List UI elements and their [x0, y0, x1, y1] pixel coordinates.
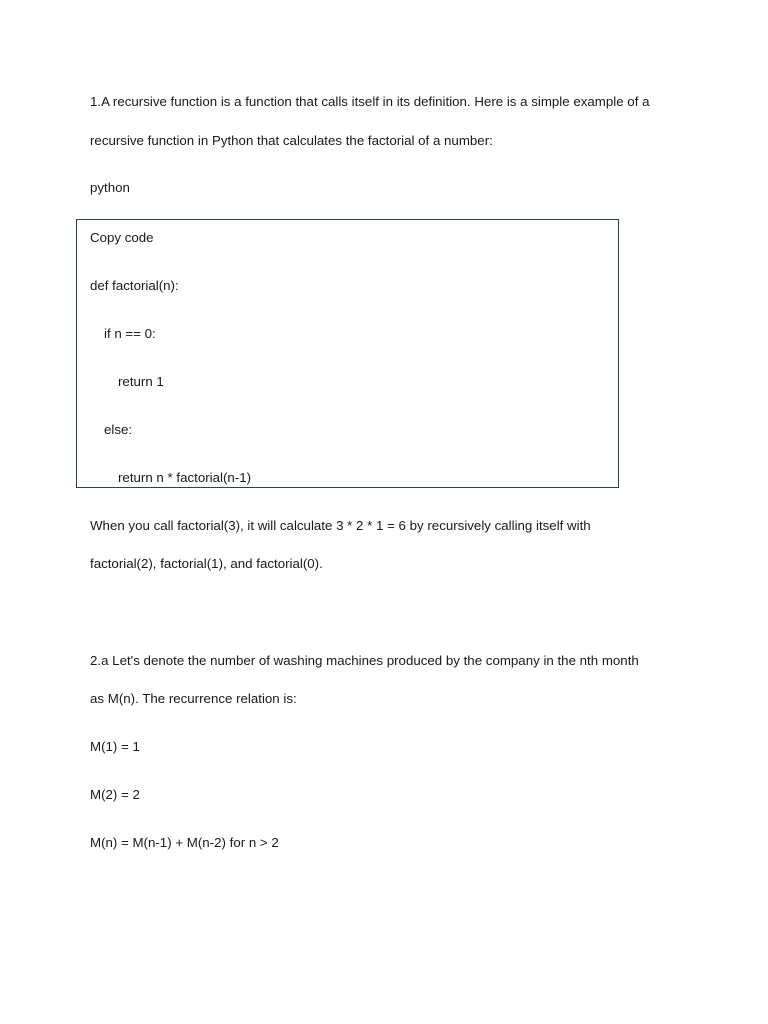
- section2-intro-line2: as M(n). The recurrence relation is:: [90, 691, 297, 706]
- section2-intro-line1: 2.a Let's denote the number of washing machines produced by the company in the nth month: [90, 653, 639, 668]
- code-line: def factorial(n):: [90, 278, 179, 293]
- section1-intro-line1: 1.A recursive function is a function that calls itself in its definition. Here is a simple example of a: [90, 94, 650, 109]
- copy-code-label[interactable]: Copy code: [90, 230, 154, 245]
- code-line: return n * factorial(n-1): [118, 470, 252, 485]
- equation-line: M(2) = 2: [90, 787, 140, 802]
- code-block: [76, 219, 619, 488]
- section1-explanation-line2: factorial(2), factorial(1), and factorial(0).: [90, 556, 323, 571]
- section1-intro-line2: recursive function in Python that calculates the factorial of a number:: [90, 133, 493, 148]
- section1-explanation-line1: When you call factorial(3), it will calculate 3 * 2 * 1 = 6 by recursively calling itself with: [90, 518, 591, 533]
- code-line: if n == 0:: [104, 326, 156, 341]
- code-line: return 1: [118, 374, 164, 389]
- equation-line: M(1) = 1: [90, 739, 140, 754]
- equation-line: M(n) = M(n-1) + M(n-2) for n > 2: [90, 835, 279, 850]
- code-line: else:: [104, 422, 133, 437]
- code-language-label: python: [90, 180, 130, 195]
